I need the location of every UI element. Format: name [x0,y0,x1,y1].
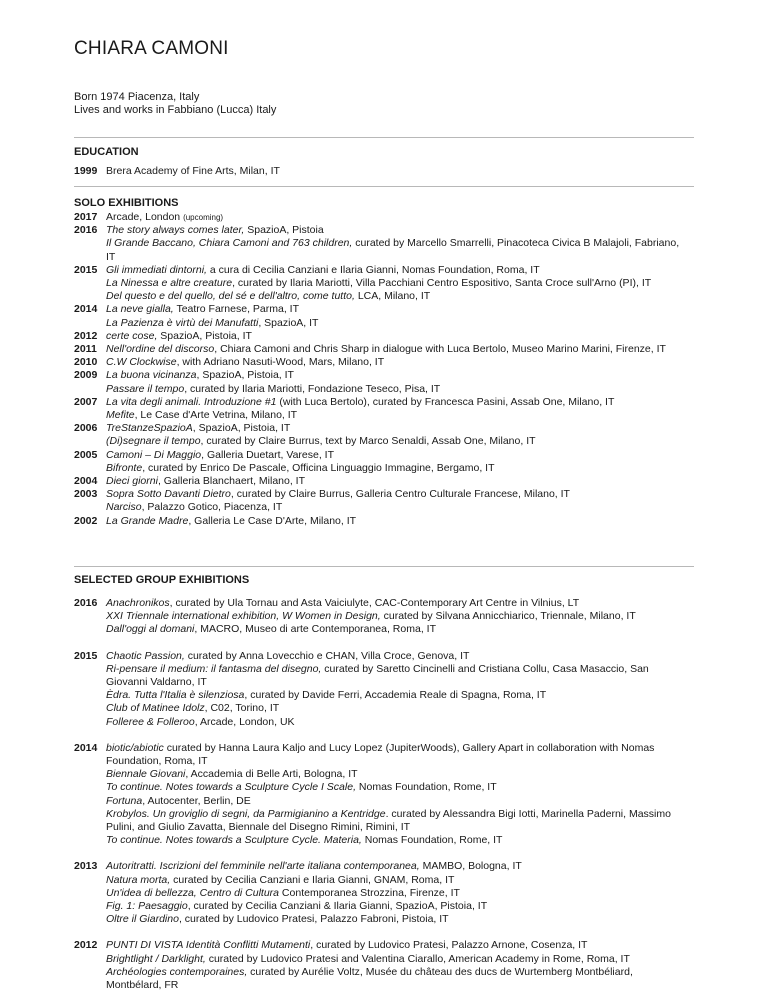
work-title: (Di)segnare il tempo [106,435,201,448]
solo-works [106,488,714,514]
work-detail: curated by Cecilia Canziani e Ilaria Gianni, GNAM, Roma, IT [170,873,455,886]
solo-work [106,488,714,501]
group-works [106,650,714,729]
solo-work [106,409,714,422]
work-title: Brightlight / Darklight, [106,952,206,965]
education-text: Brera Academy of Fine Arts, Milan, IT [106,165,280,177]
solo-entry [74,330,714,343]
work-detail: , curated by Ula Tornau and Asta Vaiciulyte, CAC-Contemporary Art Centre in Vilnius, LT [169,597,580,609]
group-work [106,953,714,966]
education-entry [74,165,714,178]
solo-entry [74,264,714,304]
work-detail: , SpazioA, Pistoia, IT [192,422,291,435]
work-detail: , Accademia di Belle Arti, Bologna, IT [185,768,358,781]
solo-year: 2016 [74,224,98,237]
solo-works [106,369,714,395]
work-title: Chaotic Passion, [106,649,185,662]
group-work [106,795,714,808]
work-title: TreStanzeSpazioA [106,422,193,435]
group-work [106,597,714,610]
group-work [106,966,691,992]
solo-entry [74,422,714,448]
solo-entry [74,211,714,224]
work-title: Oltre il Giardino [106,913,179,926]
work-title: Camoni – Di Maggio [106,448,202,461]
work-title: Sopra Sotto Davanti Dietro [106,488,231,501]
work-detail: Teatro Farnese, Parma, IT [173,303,299,316]
work-title: Biennale Giovani [106,768,186,781]
group-work [106,874,714,887]
work-title: To continue. Notes towards a Sculpture Cycle I Scale, [106,781,356,794]
work-title: biotic/abiotic [106,741,164,754]
work-detail: , Galleria Blanchaert, Milano, IT [157,475,305,488]
solo-entry [74,224,714,264]
work-detail: curated by Ludovico Pratesi and Valentina Ciarallo, American Academy in Rome, Roma, IT [205,952,630,965]
work-detail: , Autocenter, Berlin, DE [142,794,251,807]
group-exhibitions-list [74,597,714,1005]
solo-year: 2004 [74,475,98,488]
solo-entry [74,515,714,528]
work-detail: , Galleria Le Case D'Arte, Milano, IT [188,514,357,527]
solo-work [106,422,714,435]
group-heading: SELECTED GROUP EXHIBITIONS [74,574,250,586]
solo-work [106,264,714,277]
work-title: Krobylos. Un groviglio di segni, da Parmigianino a Kentridge [106,807,386,820]
solo-work [106,211,714,224]
work-title: Nell'ordine del discorso [106,343,215,356]
work-title: Bifronte [106,461,143,474]
work-detail: curated by Marcello Smarrelli, Pinacoteca Civica B Malajoli, Fabriano, IT [106,237,680,263]
group-works [106,742,714,848]
solo-entry [74,356,714,369]
solo-work [106,303,714,316]
bio [74,91,276,117]
group-work [106,650,714,663]
solo-works [106,330,714,343]
work-detail: , Arcade, London, UK [194,715,295,728]
work-detail: , SpazioA, IT [258,316,319,329]
work-detail: curated by Aurélie Voltz, Musée du château des ducs de Wurtemberg Montbéliard, Montbélard, FR [106,965,633,992]
solo-work [106,449,714,462]
group-work [106,610,691,623]
work-title: XXI Triennale international exhibition, W Women in Design, [106,610,381,623]
work-detail: , curated by Ilaria Mariotti, Villa Pacchiani Centro Espositivo, Santa Croce sull'Arno (PI), IT [232,277,652,290]
solo-year: 2009 [74,369,98,382]
work-detail: curated by Saretto Cincinelli and Cristiana Collu, Casa Masaccio, San Giovanni Valdarno, IT [106,662,649,689]
work-detail: SpazioA, Pistoia [244,224,324,237]
work-detail: curated by Anna Lovecchio e CHAN, Villa Croce, Genova, IT [184,649,470,662]
work-detail: , Le Case d'Arte Vetrina, Milano, IT [134,409,298,422]
solo-entry [74,475,714,488]
group-work [106,887,714,900]
group-work [106,808,691,834]
work-title: Anachronikos [106,597,170,609]
solo-entry [74,369,714,395]
solo-entry [74,488,714,514]
divider [74,566,694,567]
work-title: Gli immediati dintorni, [106,263,207,276]
solo-entry [74,303,714,329]
work-detail: SpazioA, Pistoia, IT [157,329,252,342]
work-title: La Ninessa e altre creature [106,277,233,290]
solo-works [106,515,714,528]
solo-work [106,343,691,356]
work-title: Del questo e del quello, del sé e dell'altro, come tutto, [106,290,355,303]
work-title: Folleree & Folleroo [106,715,195,728]
work-detail: , Galleria Duetart, Varese, IT [201,448,334,461]
group-work [106,939,714,952]
work-detail: , curated by Claire Burrus, text by Marco Senaldi, Assab One, Milano, IT [200,435,536,448]
work-title: Ri-pensare il medium: il fantasma del disegno, [106,662,322,675]
work-title: Fig. 1: Paesaggio [106,900,188,913]
education-year: 1999 [74,165,98,177]
solo-year: 2002 [74,514,98,527]
group-works [106,597,714,637]
work-title: Natura morta, [106,873,171,886]
solo-works [106,224,714,264]
work-title: La Grande Madre [106,514,189,527]
artist-name: CHIARA CAMONI [74,38,229,59]
solo-work [106,435,714,448]
solo-work [106,330,714,343]
work-detail: , Chiara Camoni and Chris Sharp in dialogue with Luca Bertolo, Museo Marino Marini, Firenze, IT [214,343,666,356]
solo-works [106,356,714,369]
group-year: 2014 [74,741,98,754]
work-detail: , curated by Cecilia Canziani & Ilaria Gianni, SpazioA, Pistoia, IT [187,900,488,913]
group-work [106,834,714,847]
work-title: Dieci giorni [106,475,158,488]
work-title: La buona vicinanza [106,369,197,382]
group-entry [74,742,714,848]
solo-works [106,475,714,488]
work-detail: Nomas Foundation, Rome, IT [356,781,497,794]
solo-work [106,237,691,263]
solo-works [106,449,714,475]
work-title: Passare il tempo [106,382,185,395]
work-detail: , SpazioA, Pistoia, IT [196,369,294,382]
work-title: Autoritratti. Iscrizioni del femminile nell'arte italiana contemporanea, [106,860,420,873]
bio-born: Born 1974 Piacenza, Italy [74,91,200,103]
work-title: The story always comes later, [106,224,245,237]
work-detail: , C02, Torino, IT [204,702,280,715]
work-title: Archéologies contemporaines, [106,965,248,978]
solo-work [106,277,691,290]
work-title: La neve gialla, [106,303,174,316]
bio-lives: Lives and works in Fabbiano (Lucca) Italy [74,104,277,116]
group-works [106,939,714,992]
solo-works [106,396,714,422]
work-title: Il Grande Baccano, Chiara Camoni and 763 children, [106,237,353,250]
work-title: certe cose, [106,329,158,342]
work-detail: curated by Hanna Laura Kaljo and Lucy Lopez (JupiterWoods), Gallery Apart in collaboration with Nomas Foundation, Roma, IT [106,741,655,768]
solo-year: 2011 [74,343,97,356]
solo-works [106,422,714,448]
solo-heading: SOLO EXHIBITIONS [74,197,179,209]
solo-works [106,343,714,356]
work-title: Mefite [106,409,135,422]
solo-year: 2003 [74,488,98,501]
work-title: Un'idea di bellezza, Centro di Cultura [106,886,280,899]
divider [74,186,694,187]
group-work [106,913,714,926]
work-detail: , MACRO, Museo di arte Contemporanea, Roma, IT [194,623,436,636]
work-title: La Pazienza è virtù dei Manufatti [106,316,259,329]
education-heading: EDUCATION [74,146,139,158]
group-work [106,900,714,913]
work-detail: Arcade, London [106,211,184,223]
work-title: To continue. Notes towards a Sculpture Cycle. Materia, [106,834,362,847]
group-year: 2013 [74,860,98,873]
solo-year: 2005 [74,448,98,461]
solo-works [106,211,714,224]
group-works [106,860,714,926]
group-work [106,623,714,636]
group-entry [74,939,714,992]
work-title: Èdra. Tutta l'Italia è silenziosa [106,689,245,702]
solo-exhibitions-list [74,211,714,528]
solo-year: 2017 [74,211,98,223]
solo-year: 2014 [74,303,98,316]
solo-works [106,264,714,304]
group-entry [74,597,714,637]
group-work [106,860,714,873]
work-detail: , curated by Ilaria Mariotti, Fondazione Teseco, Pisa, IT [184,382,441,395]
work-detail: . curated by Alessandra Bigi Iotti, Marinella Paderni, Massimo Pulini, and Giulio Zavatta, Biennale del Disegno Rimini, Rimini, IT [106,807,671,834]
solo-work [106,462,714,475]
solo-work [106,515,714,528]
solo-work [106,290,714,303]
work-title: Narciso [106,501,142,514]
solo-year: 2006 [74,422,98,435]
solo-work [106,356,714,369]
solo-work [106,224,714,237]
work-title: Dall'oggi al domani [106,623,195,636]
work-detail: a cura di Cecilia Canziani e Ilaria Gianni, Nomas Foundation, Roma, IT [206,263,540,276]
solo-work [106,383,714,396]
solo-entry [74,449,714,475]
solo-year: 2015 [74,263,98,276]
work-detail: , Palazzo Gotico, Piacenza, IT [141,501,283,514]
work-title: PUNTI DI VISTA Identità Conflitti Mutamenti [106,939,311,952]
solo-entry [74,343,714,356]
group-entry [74,860,714,926]
group-year: 2016 [74,597,98,609]
solo-year: 2010 [74,356,98,369]
education-list [74,165,714,178]
work-detail: (with Luca Bertolo), curated by Francesca Pasini, Assab One, Milano, IT [276,395,615,408]
work-detail: LCA, Milano, IT [354,290,431,303]
group-year: 2015 [74,649,98,662]
solo-work [106,501,714,514]
solo-year: 2012 [74,329,98,342]
work-title: Fortuna [106,794,143,807]
solo-work [106,475,714,488]
work-detail: , curated by Claire Burrus, Galleria Centro Culturale Francese, Milano, IT [230,488,570,501]
divider [74,137,694,138]
work-note: (upcoming) [183,213,224,222]
group-work [106,742,691,768]
solo-work [106,396,714,409]
solo-work [106,317,714,330]
group-work [106,663,691,689]
solo-work [106,369,714,382]
solo-year: 2007 [74,395,98,408]
group-year: 2012 [74,939,98,952]
solo-works [106,303,714,329]
solo-entry [74,396,714,422]
work-detail: , curated by Ludovico Pratesi, Palazzo Fabroni, Pistoia, IT [178,913,449,926]
work-detail: Nomas Foundation, Rome, IT [361,834,503,847]
group-entry [74,650,714,729]
work-detail: , curated by Enrico De Pascale, Officina Linguaggio Immagine, Bergamo, IT [142,461,495,474]
work-title: La vita degli animali. Introduzione #1 [106,395,277,408]
work-detail: , curated by Ludovico Pratesi, Palazzo Arnone, Cosenza, IT [310,939,588,952]
work-detail: Contemporanea Strozzina, Firenze, IT [279,886,460,899]
work-detail: , curated by Davide Ferri, Accademia Reale di Spagna, Roma, IT [244,689,547,702]
work-title: Club of Matinee Idolz [106,702,205,715]
work-detail: MAMBO, Bologna, IT [419,860,522,873]
work-detail: curated by Silvana Annicchiarico, Triennale, Milano, IT [380,610,636,623]
group-work [106,768,714,781]
group-work [106,702,714,715]
group-work [106,689,714,702]
group-work [106,716,714,729]
work-title: C.W Clockwise [106,356,177,369]
work-detail: , with Adriano Nasuti-Wood, Mars, Milano, IT [176,356,385,369]
group-work [106,781,714,794]
